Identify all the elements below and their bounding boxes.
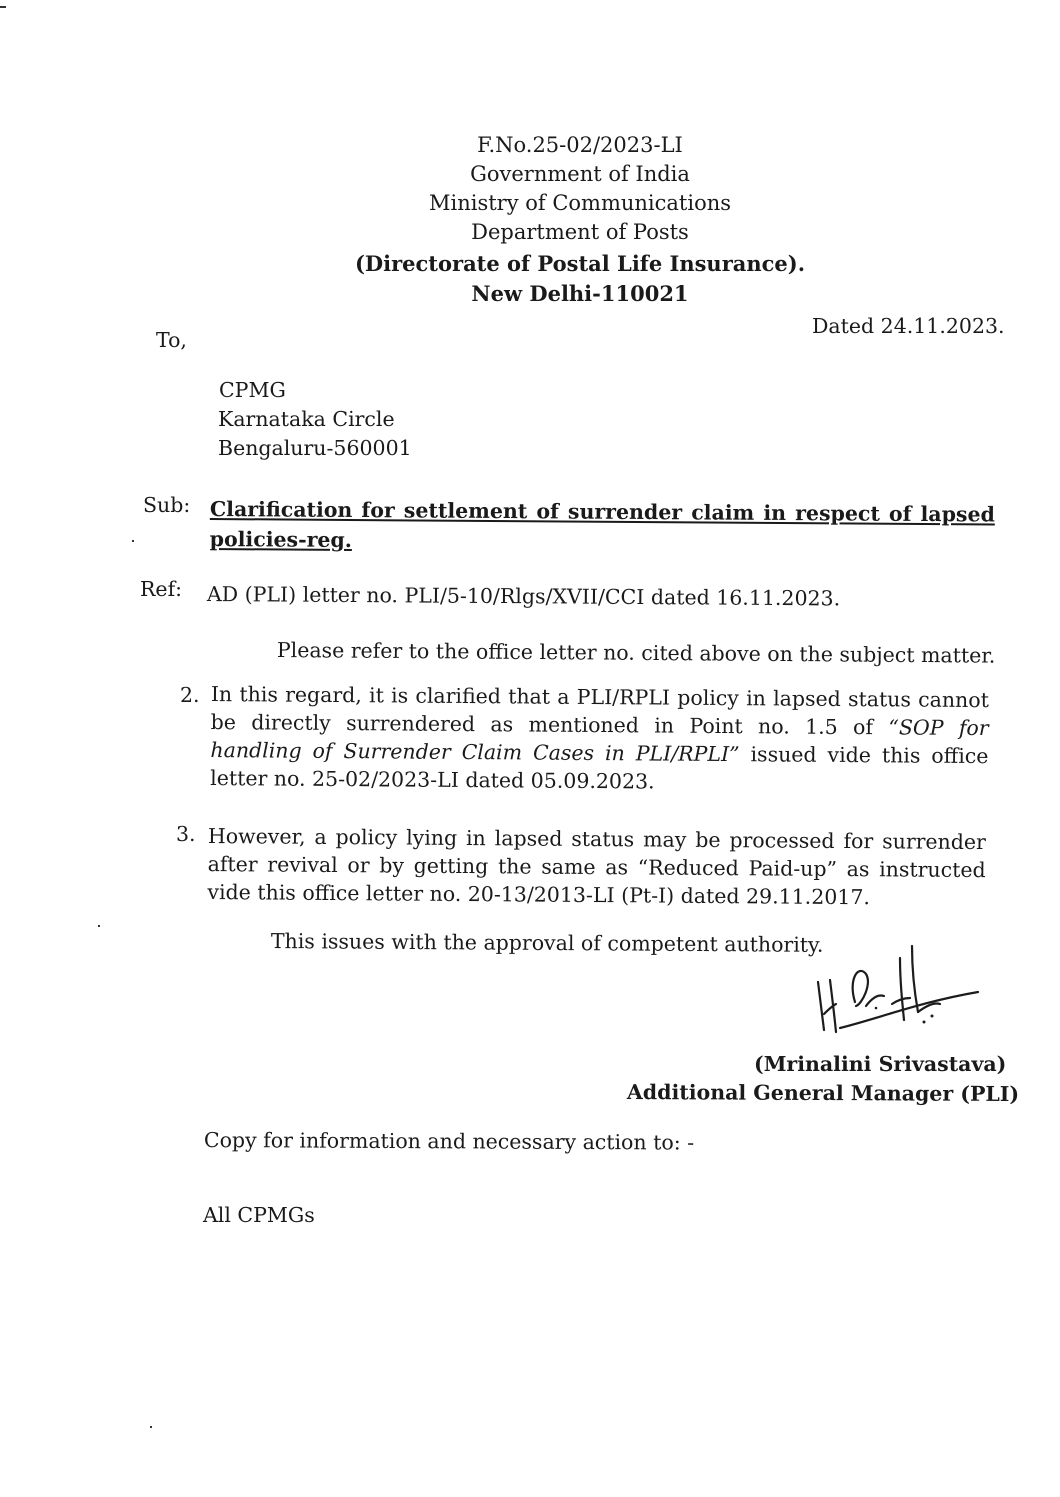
intro-paragraph: Please refer to the office letter no. cited above on the subject matter. — [276, 638, 996, 668]
paragraph-2-number: 2. — [180, 683, 200, 707]
copy-recipients: All CPMGs — [203, 1203, 315, 1227]
reference-label: Ref: — [140, 577, 183, 601]
approval-line: This issues with the approval of competent authority. — [270, 929, 824, 957]
ministry-line: Ministry of Communications — [428, 191, 732, 215]
paragraph-2-text-b: issued vide this office letter no. 25-02/2023-LI dated 05.09.2023. — [210, 742, 989, 794]
copy-label: Copy for information and necessary action to: - — [203, 1128, 695, 1155]
paragraph-2-text-a: In this regard, it is clarified that a PLI/RPLI policy in lapsed status cannot be directly surrendered as mentioned in Point no. 1.5 of — [210, 681, 989, 740]
paragraph-3: However, a policy lying in lapsed status may be processed for surrender after revival or by getting the same as “Reduced Paid-up” as instructed vide this office letter no. 20-13/2013-LI (Pt-I) dated 29.11.2017. — [207, 823, 986, 910]
signatory-designation: Additional General Manager (PLI) — [626, 1080, 1020, 1107]
government-line: Government of India — [470, 162, 690, 186]
scan-speck — [98, 925, 100, 927]
sop-title: “SOP for handling of Surrender Claim Cases in PLI/RPLI” — [210, 715, 989, 767]
subject-text: Clarification for settlement of surrender claim in respect of lapsed policies-reg. — [209, 496, 995, 552]
scan-speck — [150, 1426, 152, 1428]
to-label: To, — [156, 328, 187, 352]
addressee-line-3: Bengaluru-560001 — [218, 436, 412, 460]
paragraph-3-number: 3. — [176, 822, 196, 846]
handwritten-signature — [800, 940, 990, 1045]
letter-date: Dated 24.11.2023. — [812, 314, 1005, 338]
directorate-line: (Directorate of Postal Life Insurance). — [354, 251, 806, 276]
scan-mark — [0, 6, 6, 8]
city-line: New Delhi-110021 — [471, 281, 689, 306]
scan-speck — [132, 540, 134, 542]
subject-label: Sub: — [143, 493, 191, 517]
addressee-line-1: CPMG — [219, 378, 286, 402]
reference-text: AD (PLI) letter no. PLI/5-10/Rlgs/XVII/CCI dated 16.11.2023. — [206, 582, 841, 611]
signatory-name: (Mrinalini Srivastava) — [754, 1052, 1007, 1076]
file-number: F.No.25-02/2023-LI — [477, 133, 683, 157]
addressee-line-2: Karnataka Circle — [218, 407, 395, 431]
paragraph-2 — [210, 680, 989, 798]
department-line: Department of Posts — [471, 220, 689, 244]
